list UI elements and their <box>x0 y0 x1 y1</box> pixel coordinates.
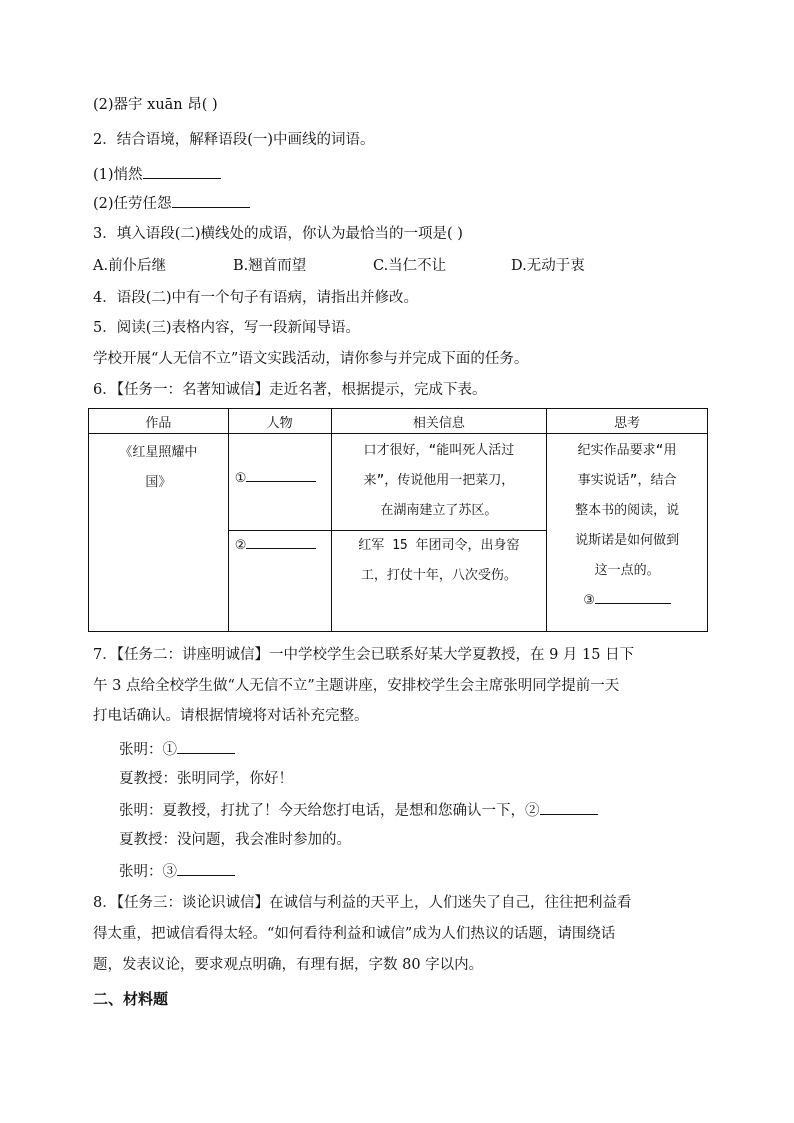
option-d[interactable]: D.无动于衷 <box>511 258 585 274</box>
q2-item1 <box>93 164 221 185</box>
info-cell <box>331 531 547 632</box>
info-line: 工，打仗十年，八次受伤。 <box>360 568 517 583</box>
answer-blank[interactable] <box>172 193 250 208</box>
q5-stem: 5．阅读(三)表格内容，写一段新闻导语。 <box>93 320 361 336</box>
think-answer <box>547 586 707 616</box>
q7-para-line: 打电话确认。请根据情境将对话补充完整。 <box>93 708 369 724</box>
dialogue-line: 夏教授：张明同学，你好！ <box>119 771 293 787</box>
section-heading: 二、材料题 <box>93 990 169 1008</box>
info-line: 来”，传说他用一把菜刀， <box>363 473 515 488</box>
dialogue-blank[interactable] <box>540 800 598 815</box>
dialogue-line: 夏教授：没问题，我会准时参加的。 <box>119 832 351 848</box>
think-marker: ③ <box>583 593 595 608</box>
q7-para-line: 午 3 点给全校学生做“人无信不立”主题讲座，安排校学生会主席张明同学提前一天 <box>93 678 620 694</box>
think-cell <box>547 434 708 632</box>
q3-options <box>93 256 713 276</box>
think-line: 说斯诺是如何做到 <box>575 533 680 548</box>
dialogue-text: 张明：夏教授，打扰了！今天给您打电话，是想和您确认一下，② <box>119 803 540 819</box>
think-line: 纪实作品要求“用 <box>577 443 677 458</box>
q3-stem: 3．填入语段(二)横线处的成语，你认为最恰当的一项是( ) <box>93 226 463 242</box>
q4-stem: 4．语段(二)中有一个句子有语病，请指出并修改。 <box>93 290 419 306</box>
info-line: 在湖南建立了苏区。 <box>380 503 498 518</box>
table-row <box>89 434 708 531</box>
dialogue-text: 张明：① <box>119 742 177 758</box>
person-cell <box>228 531 331 632</box>
think-line: 这一点的。 <box>594 563 660 578</box>
q7-para-line: 7．【任务二：讲座明诚信】一中学校学生会已联系好某大学夏教授，在 9 月 15 日下 <box>93 647 635 663</box>
dialogue-line <box>119 800 598 821</box>
table-header-row <box>89 409 708 434</box>
q8-para-line: 题，发表议论，要求观点明确，有理有据，字数 80 字以内。 <box>93 957 484 973</box>
option-c[interactable]: C.当仁不让 <box>373 258 447 274</box>
table-header-cell: 相关信息 <box>331 409 547 434</box>
q2-item2 <box>93 193 250 214</box>
dialogue-blank[interactable] <box>177 739 235 754</box>
q8-para-line: 得太重，把诚信看得太轻。“如何看待利益和诚信”成为人们热议的话题，请围绕话 <box>93 926 616 942</box>
person2-marker: ② <box>234 538 247 553</box>
q6-stem: 6．【任务一：名著知诚信】走近名著，根据提示，完成下表。 <box>93 382 487 398</box>
work-cell <box>89 434 229 632</box>
option-a[interactable]: A.前仆后继 <box>93 258 167 274</box>
q1-item2-text: (2)器宇 xuān 昂( ) <box>93 97 218 113</box>
table-header-cell: 作品 <box>89 409 229 434</box>
q2-item2-label: (2)任劳任怨 <box>93 196 172 212</box>
work-title-line: 国》 <box>145 475 172 490</box>
q8-para-line: 8．【任务三：谈论识诚信】在诚信与利益的天平上，人们迷失了自己，往往把利益看 <box>93 895 632 911</box>
table-header-cell: 思考 <box>547 409 708 434</box>
q2-item1-label: (1)悄然 <box>93 167 143 183</box>
person1-marker: ① <box>234 471 247 486</box>
table-header-cell: 人物 <box>228 409 331 434</box>
q2-stem: 2．结合语境，解释语段(一)中画线的词语。 <box>93 132 375 148</box>
option-b[interactable]: B.翘首而望 <box>233 258 307 274</box>
novel-info-table <box>88 408 708 632</box>
person2-blank[interactable] <box>246 534 316 549</box>
person-cell <box>228 434 331 531</box>
info-line: 红军 15 年团司令，出身窑 <box>358 538 520 553</box>
info-cell <box>331 434 547 531</box>
think-blank[interactable] <box>595 589 671 604</box>
dialogue-line <box>119 739 235 760</box>
person1-blank[interactable] <box>246 467 316 482</box>
q1-item2 <box>93 95 218 115</box>
activity-intro: 学校开展“人无信不立”语文实践活动，请你参与并完成下面的任务。 <box>93 351 529 367</box>
answer-blank[interactable] <box>143 164 221 179</box>
think-line: 整本书的阅读，说 <box>575 503 680 518</box>
dialogue-line <box>119 861 235 882</box>
info-line: 口才很好，“能叫死人活过 <box>363 443 515 458</box>
work-title-line: 《红星照耀中 <box>119 445 198 460</box>
think-line: 事实说话”，结合 <box>577 473 677 488</box>
dialogue-blank[interactable] <box>177 861 235 876</box>
dialogue-text: 张明：③ <box>119 864 177 880</box>
